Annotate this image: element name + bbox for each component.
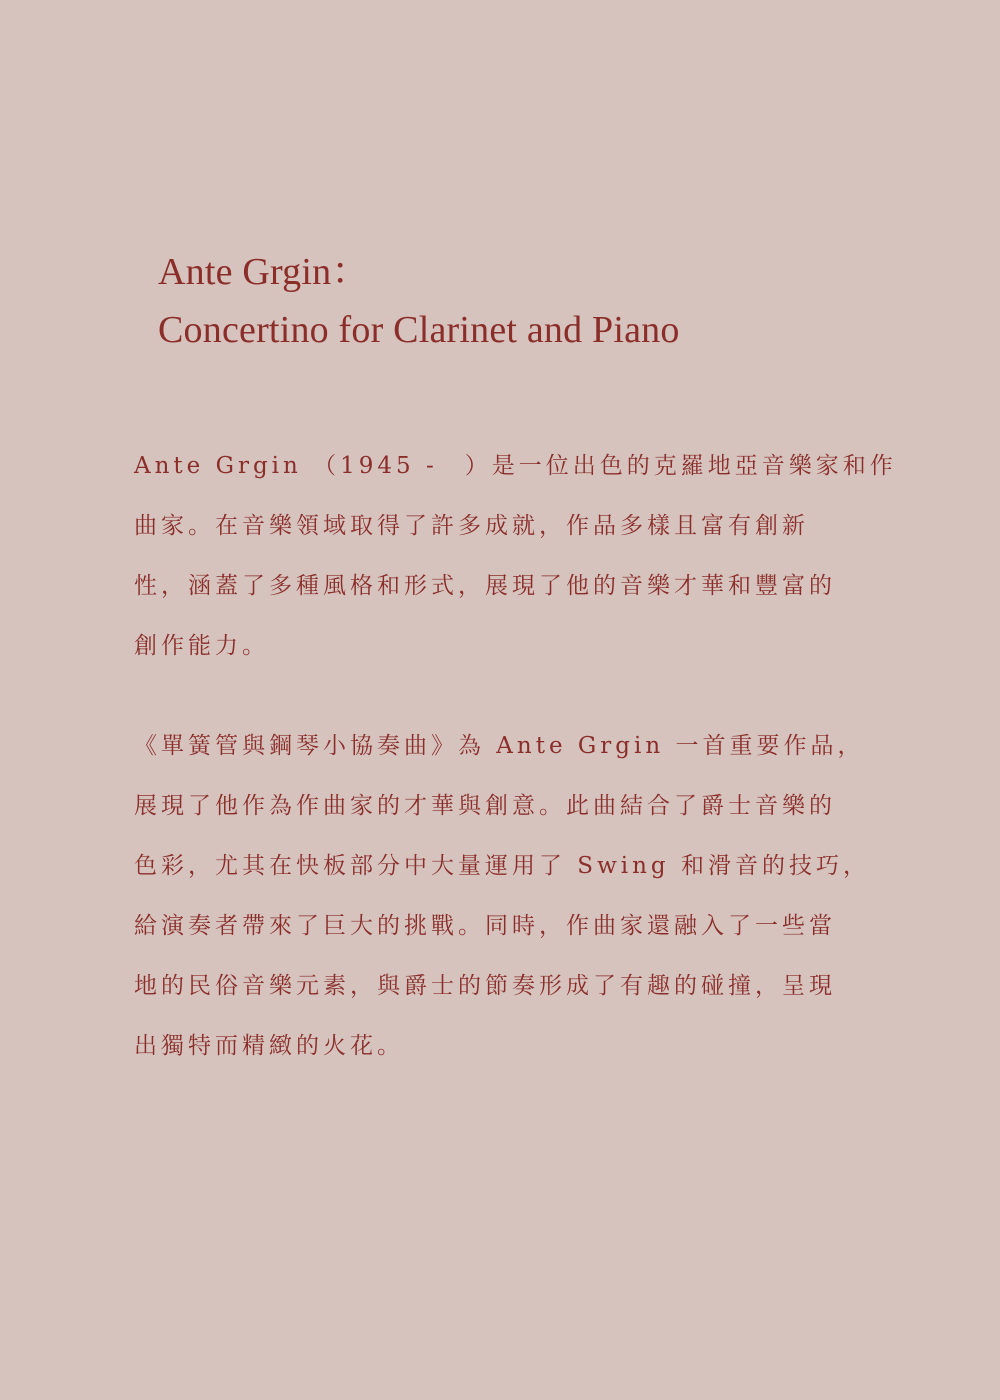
text-line: 色彩，尤其在快板部分中大量運用了 Swing 和滑音的技巧， [134,853,870,879]
paragraph-work-description [134,716,884,1076]
text-line: Ante Grgin （1945 - ）是一位出色的克羅地亞音樂家和作 [134,453,897,479]
text-line: 給演奏者帶來了巨大的挑戰。同時，作曲家還融入了一些當 [134,913,836,939]
document-body [134,436,897,1076]
title-work: Concertino for Clarinet and Piano [158,309,680,352]
text-line: 展現了他作為作曲家的才華與創意。此曲結合了爵士音樂的 [134,793,836,819]
title-composer: Ante Grgin： [158,251,370,294]
text-line: 出獨特而精緻的火花。 [134,1033,404,1059]
text-line: 《單簧管與鋼琴小協奏曲》為 Ante Grgin 一首重要作品， [134,733,865,759]
text-line: 創作能力。 [134,633,269,659]
page-title [158,243,918,359]
text-line: 性，涵蓋了多種風格和形式，展現了他的音樂才華和豐富的 [134,573,836,599]
text-line: 地的民俗音樂元素，與爵士的節奏形成了有趣的碰撞，呈現 [134,973,836,999]
text-line: 曲家。在音樂領域取得了許多成就，作品多樣且富有創新 [134,513,809,539]
paragraph-composer-bio [134,436,897,676]
